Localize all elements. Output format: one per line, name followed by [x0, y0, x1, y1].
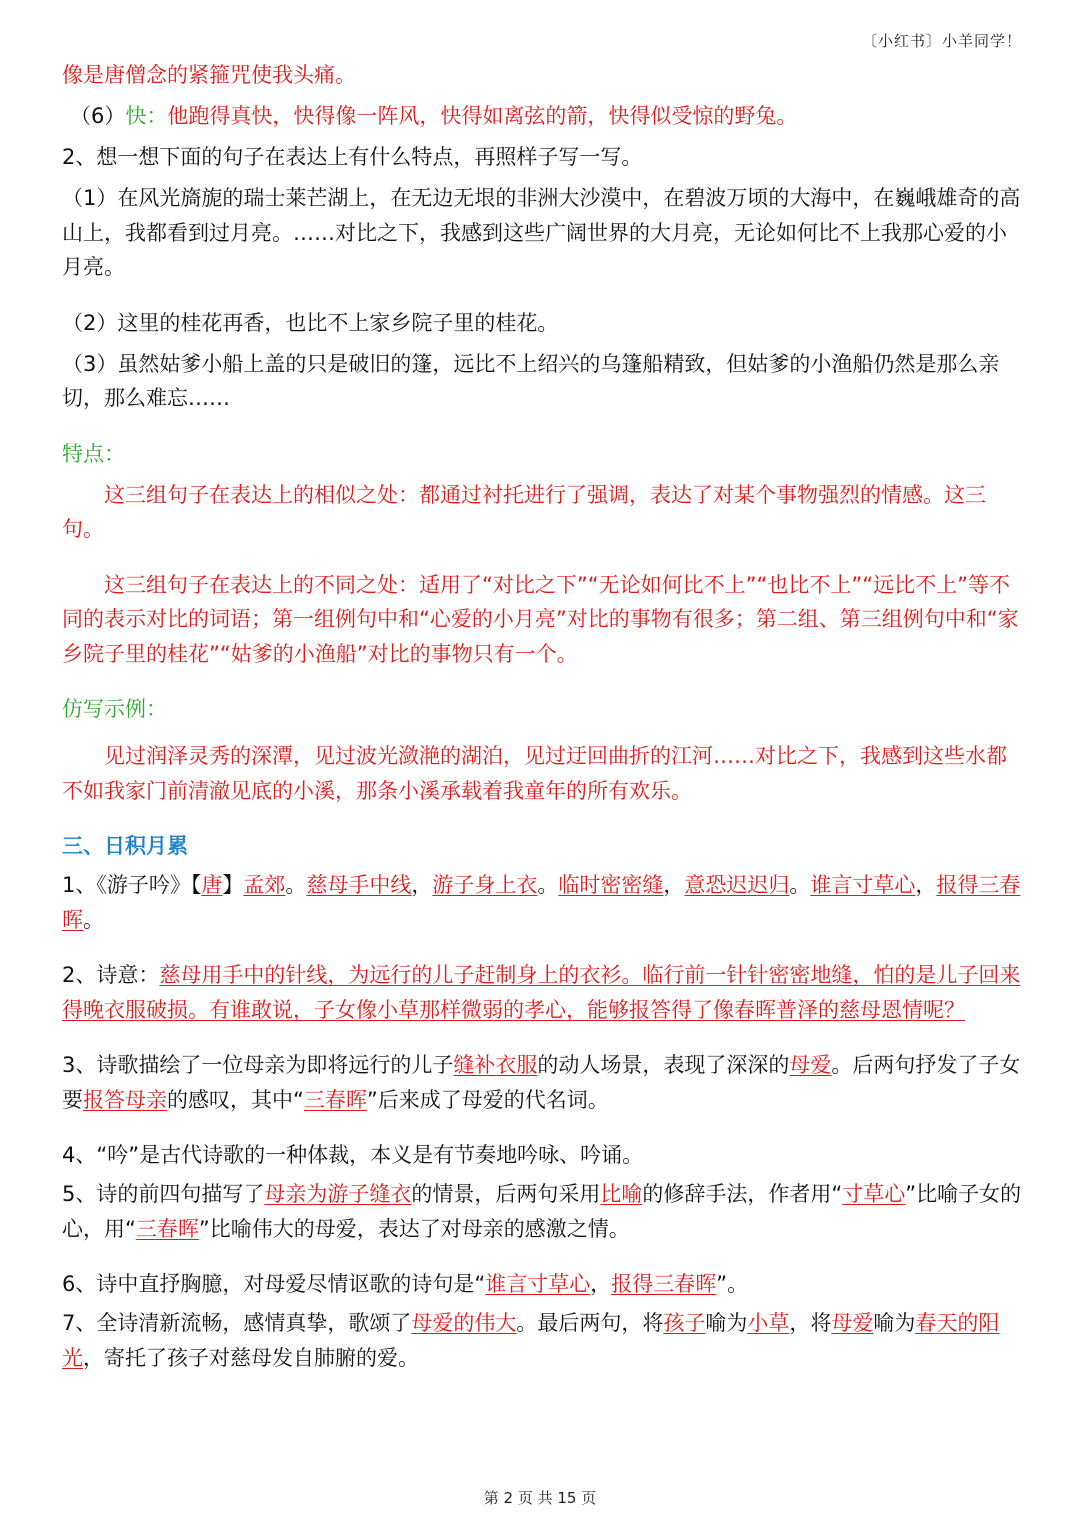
poem-author: 孟郊 [243, 873, 286, 897]
poem-meaning [62, 958, 1022, 1027]
sample-text: 见过润泽灵秀的深潭，见过波光潋滟的湖泊，见过迂回曲折的江河……对比之下，我感到这些水都不如我家门前清澈见底的小溪，那条小溪承载着我童年的所有欢乐。 [62, 744, 1007, 803]
item-7-text: 喻为 [873, 1311, 916, 1335]
poem-line-1: 慈母手中线 [306, 873, 412, 897]
item-7-text: 喻为 [705, 1311, 748, 1335]
item-5-answer: 比喻 [600, 1182, 643, 1206]
item-5-text: 的修辞手法，作者用“ [642, 1182, 843, 1206]
question-2: 2、想一想下面的句子在表达上有什么特点，再照样子写一写。 [62, 145, 643, 169]
item-6-verse-answer: 报得三春晖 [611, 1272, 717, 1296]
item-4: 4、“吟”是古代诗歌的一种体裁，本义是有节奏地吟咏、吟诵。 [62, 1143, 644, 1167]
poem-item [62, 868, 1022, 937]
poem-dynasty: 唐 [201, 873, 223, 897]
item-7-answer: 母爱的伟大 [411, 1311, 517, 1335]
example-3: （3）虽然姑爹小船上盖的只是破旧的篷，远比不上绍兴的乌篷船精致，但姑爹的小渔船仍然是那么亲切，那么难忘…… [62, 351, 1000, 410]
item-6-verse [62, 1267, 1022, 1302]
sample-label: 仿写示例： [62, 697, 167, 721]
item-7-text: ，寄托了孩子对慈母发自肺腑的爱。 [83, 1345, 419, 1370]
item-6-verse-text: ， [590, 1272, 612, 1296]
example-1: （1）在风光旖旎的瑞士莱芒湖上，在无边无垠的非洲大沙漠中，在碧波万顷的大海中，在巍峨雄奇的高山上，我都看到过月亮。……对比之下，我感到这些广阔世界的大月亮，无论如何比不上我那心爱的小月亮。 [62, 186, 1021, 279]
item-3-answer: 缝补衣服 [453, 1053, 538, 1077]
item-6-verse-text: ”。 [716, 1272, 749, 1296]
item-5-answer: 寸草心 [842, 1182, 906, 1206]
item-6 [62, 99, 1022, 134]
item-3-text: ”后来成了母爱的代名词。 [366, 1087, 609, 1112]
poem-punct: ， [915, 873, 937, 897]
poem-line-3: 临时密密缝 [558, 873, 664, 897]
item-6-verse-text: 6、诗中直抒胸臆，对母爱尽情讴歌的诗句是“ [62, 1272, 486, 1296]
poem-punct: 。 [285, 873, 307, 897]
item-6-word: 快： [125, 104, 168, 128]
poem-line-6: 报得三春晖 [62, 873, 1021, 932]
item-3 [62, 1048, 1022, 1117]
poem-punct: ， [411, 873, 433, 897]
item-3-text: 。后两句抒发了子女要 [62, 1053, 1021, 1112]
item-7-answer: 春天的阳光 [62, 1311, 1000, 1370]
meaning-text: 慈母用手中的针线，为远行的儿子赶制身上的衣衫。临行前一针针密密地缝，怕的是儿子回来得晚衣服破损。有谁敢说，子女像小草那样微弱的孝心，能够报答得了像春晖普泽的慈母恩情呢？ [62, 963, 1021, 1022]
item-3-answer: 三春晖 [303, 1087, 367, 1112]
item-7-text: ，将 [789, 1311, 832, 1335]
feature-difference: 这三组句子在表达上的不同之处：适用了“对比之下”“无论如何比不上”“也比不上”“远比不上”等不同的表示对比的词语；第一组例句中和“心爱的小月亮”对比的事物有很多；第二组、第三组例句中和“家乡院子里的桂花”“姑爹的小渔船”对比的事物只有一个。 [62, 572, 1019, 666]
poem-punct: 。 [537, 873, 559, 897]
poem-punct: 。 [83, 907, 104, 932]
item-3-text: 3、诗歌描绘了一位母亲为即将远行的儿子 [62, 1053, 454, 1077]
item-6-verse-answer: 谁言寸草心 [485, 1272, 591, 1296]
item-5-text: 5、诗的前四句描写了 [62, 1182, 265, 1206]
section-3-title: 三、日积月累 [62, 834, 188, 858]
item-6-prefix: （6） [70, 104, 126, 128]
page-footer: 第 2 页 共 15 页 [483, 1489, 597, 1507]
item-7-answer: 小草 [747, 1311, 790, 1335]
item-7-answer: 母爱 [831, 1311, 874, 1335]
poem-line-4: 意恐迟迟归 [684, 873, 790, 897]
item-7-text: 。最后两句，将 [516, 1311, 664, 1335]
poem-punct: 。 [789, 873, 811, 897]
item-5-text: 的情景，后两句采用 [411, 1182, 601, 1206]
meaning-prefix: 2、诗意： [62, 963, 160, 987]
item-3-text: 的动人场景，表现了深深的 [537, 1053, 790, 1077]
poem-title-label: 1、《游子吟》【 [62, 873, 202, 897]
item-6-text: 他跑得真快，快得像一阵风，快得如离弦的箭，快得似受惊的野兔。 [167, 104, 798, 128]
poem-punct: ， [663, 873, 685, 897]
page-header: 〔小红书〕小羊同学！ [861, 32, 1022, 50]
features-label: 特点： [62, 441, 125, 466]
item-5 [62, 1177, 1022, 1246]
item-5-text: ”比喻子女的心，用“ [62, 1182, 1022, 1241]
item-5-text: ”比喻伟大的母爱，表达了对母亲的感激之情。 [198, 1216, 630, 1241]
item-7-text: 7、全诗清新流畅，感情真挚，歌颂了 [62, 1311, 412, 1335]
poem-line-2: 游子身上衣 [432, 873, 538, 897]
item-7-answer: 孩子 [663, 1311, 706, 1335]
page-content [62, 58, 1022, 1396]
item-7 [62, 1306, 1022, 1375]
feature-similarity: 这三组句子在表达上的相似之处：都通过衬托进行了强调，表达了对某个事物强烈的情感。这三句。 [62, 482, 986, 541]
poem-line-5: 谁言寸草心 [810, 873, 916, 897]
item-5-answer: 母亲为游子缝衣 [264, 1182, 412, 1206]
example-2: （2）这里的桂花再香，也比不上家乡院子里的桂花。 [62, 310, 559, 335]
item-5-answer: 三春晖 [135, 1216, 199, 1241]
item-3-answer: 母爱 [789, 1053, 832, 1077]
item-3-answer: 报答母亲 [83, 1087, 167, 1112]
poem-bracket: 】 [222, 873, 244, 897]
intro-line: 像是唐僧念的紧箍咒使我头痛。 [62, 63, 356, 87]
item-3-text: 的感叹，其中“ [167, 1087, 304, 1112]
